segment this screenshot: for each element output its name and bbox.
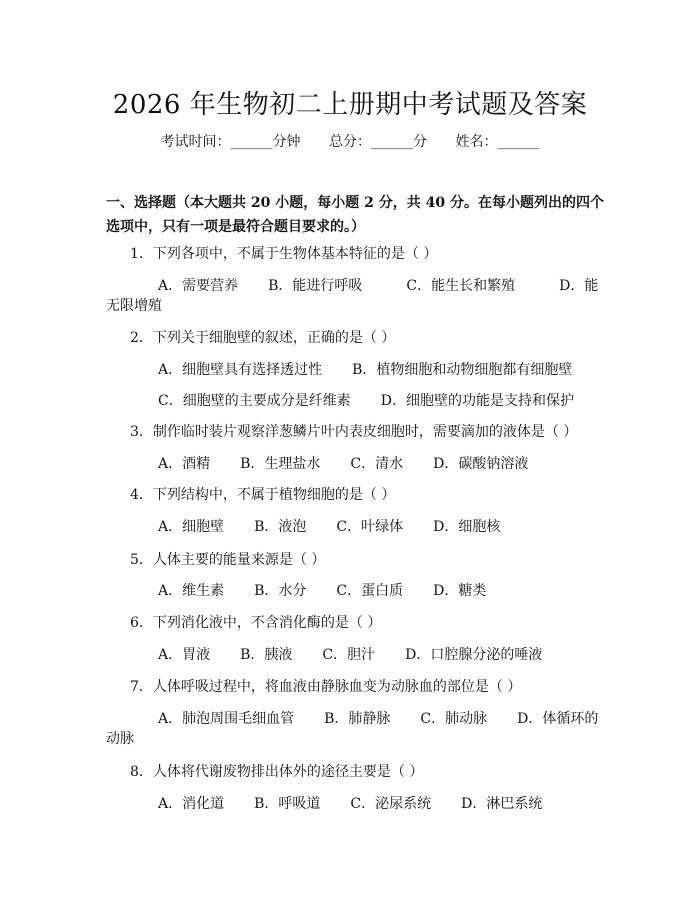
option-c: C．胆汁 xyxy=(322,647,376,663)
option-c: C．蛋白质 xyxy=(336,583,404,599)
question-text: 5．人体主要的能量来源是（ ） xyxy=(130,552,326,568)
student-name: 姓名：______ xyxy=(455,134,540,150)
option-c: C．叶绿体 xyxy=(336,519,404,535)
question-options xyxy=(106,645,602,665)
option-d: D．碳酸钠溶液 xyxy=(433,456,529,472)
question-options xyxy=(106,794,602,814)
exam-meta xyxy=(0,131,700,151)
question-text: 7．人体呼吸过程中，将血液由静脉血变为动脉血的部位是（ ） xyxy=(130,679,522,695)
total-score: 总分：______分 xyxy=(329,134,427,150)
option-c: C．清水 xyxy=(350,456,404,472)
question-options xyxy=(106,581,602,601)
question-options xyxy=(106,709,602,749)
option-d: D．口腔腺分泌的唾液 xyxy=(405,647,543,663)
option-d: D．糖类 xyxy=(433,583,487,599)
option-b: B．水分 xyxy=(254,583,307,599)
option-a: A．酒精 xyxy=(158,456,211,472)
option-d: D．淋巴系统 xyxy=(461,796,543,812)
option-b: B．液泡 xyxy=(254,519,307,535)
option-b: B．能进行呼吸 xyxy=(268,278,363,294)
question-options xyxy=(106,517,602,537)
option-a: A．需要营养 xyxy=(158,278,239,294)
question-text: 1．下列各项中，不属于生物体基本特征的是（ ） xyxy=(130,246,438,262)
option-a: A．肺泡周围毛细血管 xyxy=(158,711,295,727)
option-d: D．细胞核 xyxy=(433,519,501,535)
option-a: A．胃液 xyxy=(158,647,211,663)
option-c: C．能生长和繁殖 xyxy=(406,278,516,294)
question-text: 4．下列结构中，不属于植物细胞的是（ ） xyxy=(130,487,396,503)
option-a: A．细胞壁 xyxy=(158,519,225,535)
option-a: A．消化道 xyxy=(158,796,225,812)
question-text: 3．制作临时装片观察洋葱鳞片叶内表皮细胞时，需要滴加的液体是（ ） xyxy=(130,424,578,440)
exam-time: 考试时间：______分钟 xyxy=(160,134,301,150)
question-options xyxy=(106,276,602,316)
question-text: 8．人体将代谢废物排出体外的途径主要是（ ） xyxy=(130,764,424,780)
option-d: D．能无限增殖 xyxy=(106,278,599,314)
question-text: 6．下列消化液中，不含消化酶的是（ ） xyxy=(130,615,382,631)
option-b: B．胰液 xyxy=(240,647,293,663)
question-text: 2．下列关于细胞壁的叙述，正确的是（ ） xyxy=(130,330,396,346)
option-c: C．泌尿系统 xyxy=(350,796,432,812)
option-b: B．植物细胞和动物细胞都有细胞壁 xyxy=(352,362,573,378)
question-options xyxy=(106,391,602,411)
option-b: B．呼吸道 xyxy=(254,796,321,812)
option-a: A．细胞壁具有选择透过性 xyxy=(158,362,323,378)
section-heading: 一、选择题（本大题共 20 小题，每小题 2 分，共 40 分。在每小题列出的四个选项中，只有一项是最符合题目要求的。） xyxy=(106,195,604,235)
question-options xyxy=(106,454,602,474)
option-c: C．细胞壁的主要成分是纤维素 xyxy=(158,393,351,409)
page-title: 2026 年生物初二上册期中考试题及答案 xyxy=(112,90,588,120)
option-b: B．肺静脉 xyxy=(324,711,391,727)
question-options xyxy=(106,360,602,380)
option-b: B．生理盐水 xyxy=(240,456,321,472)
option-d: D．细胞壁的功能是支持和保护 xyxy=(380,393,574,409)
option-c: C．肺动脉 xyxy=(420,711,488,727)
option-a: A．维生素 xyxy=(158,583,225,599)
option-d: D．体循环的动脉 xyxy=(106,711,599,747)
